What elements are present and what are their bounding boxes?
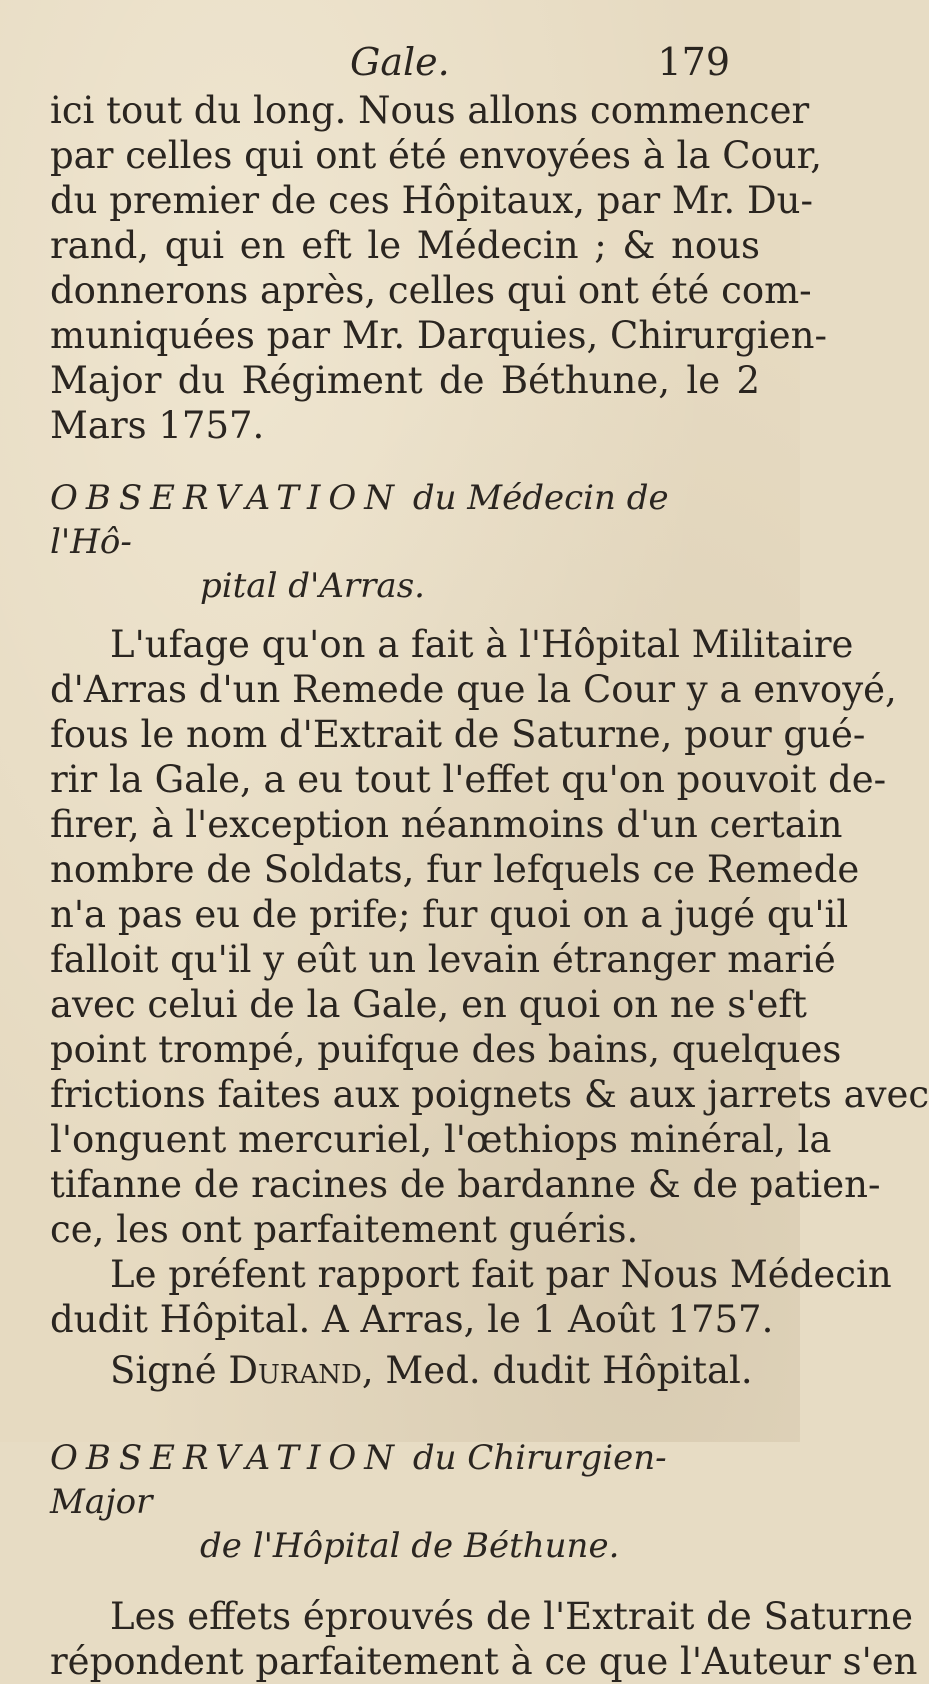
page-number: 179 — [657, 40, 730, 84]
text-line: répondent parfaitement à ce que l'Auteur s'en — [50, 1640, 918, 1683]
text-line: Les effets éprouvés de l'Extrait de Saturne — [110, 1595, 913, 1638]
running-head — [50, 40, 760, 88]
heading-caps: OBSERVATION — [50, 1438, 403, 1478]
text-line: nombre de Soldats, fur lefquels ce Remede — [50, 848, 860, 891]
text-line: L'ufage qu'on a fait à l'Hôpital Militaire — [110, 623, 854, 666]
text-line: falloit qu'il y eût un levain étranger marié — [50, 938, 836, 981]
text-line: dudit Hôpital. A Arras, le 1 Août 1757. — [50, 1298, 774, 1341]
text-line: Major du Régiment de Béthune, le 2 — [50, 359, 760, 402]
text-line: par celles qui ont été envoyées à la Cour, — [50, 134, 823, 177]
observation-1-paragraph-1 — [50, 622, 929, 1252]
observation-2-paragraph-1 — [50, 1594, 918, 1684]
text-line: frictions faites aux poignets & aux jarrets avec — [50, 1073, 929, 1116]
signature-name: Durand — [228, 1349, 362, 1392]
heading-rest: du Chirurgien-Major — [50, 1438, 667, 1522]
text-line: rand, qui en eft le Médecin ; & nous — [50, 224, 760, 267]
heading-continuation: pital d'Arras. — [200, 566, 425, 606]
observation-1-paragraph-2 — [50, 1252, 892, 1342]
text-line: donnerons après, celles qui ont été com- — [50, 269, 812, 312]
text-line: avec celui de la Gale, en quoi on ne s'eft — [50, 983, 807, 1026]
heading-caps: OBSERVATION — [50, 478, 403, 518]
running-title: Gale. — [350, 40, 450, 84]
text-line: d'Arras d'un Remede que la Cour y a envoyé, — [50, 668, 897, 711]
text-line: muniquées par Mr. Darquies, Chirurgien- — [50, 314, 827, 357]
text-line: rir la Gale, a eu tout l'effet qu'on pouvoit de- — [50, 758, 887, 801]
text-line: firer, à l'exception néanmoins d'un certain — [50, 803, 843, 846]
signature-suffix: , Med. dudit Hôpital. — [361, 1349, 753, 1392]
heading-continuation: de l'Hôpital de Béthune. — [200, 1526, 620, 1566]
signature-prefix: Signé — [110, 1349, 229, 1392]
text-line: ce, les ont parfaitement guéris. — [50, 1208, 639, 1251]
text-line: point trompé, puifque des bains, quelques — [50, 1028, 842, 1071]
heading-rest: du Médecin de l'Hô- — [50, 478, 669, 562]
observation-1-heading — [50, 476, 760, 608]
text-line: fous le nom d'Extrait de Saturne, pour gué- — [50, 713, 866, 756]
text-line: l'onguent mercuriel, l'œthiops minéral, la — [50, 1118, 832, 1161]
text-line: Mars 1757. — [50, 404, 265, 447]
text-line: ici tout du long. Nous allons commencer — [50, 89, 810, 132]
text-line: Le préfent rapport fait par Nous Médecin — [110, 1253, 892, 1296]
observation-2-heading — [50, 1436, 760, 1568]
opening-paragraph — [50, 88, 827, 448]
signature-line — [50, 1346, 760, 1396]
text-line: tifanne de racines de bardanne & de patien- — [50, 1163, 881, 1206]
text-line: du premier de ces Hôpitaux, par Mr. Du- — [50, 179, 813, 222]
text-line: n'a pas eu de prife; fur quoi on a jugé qu'il — [50, 893, 849, 936]
